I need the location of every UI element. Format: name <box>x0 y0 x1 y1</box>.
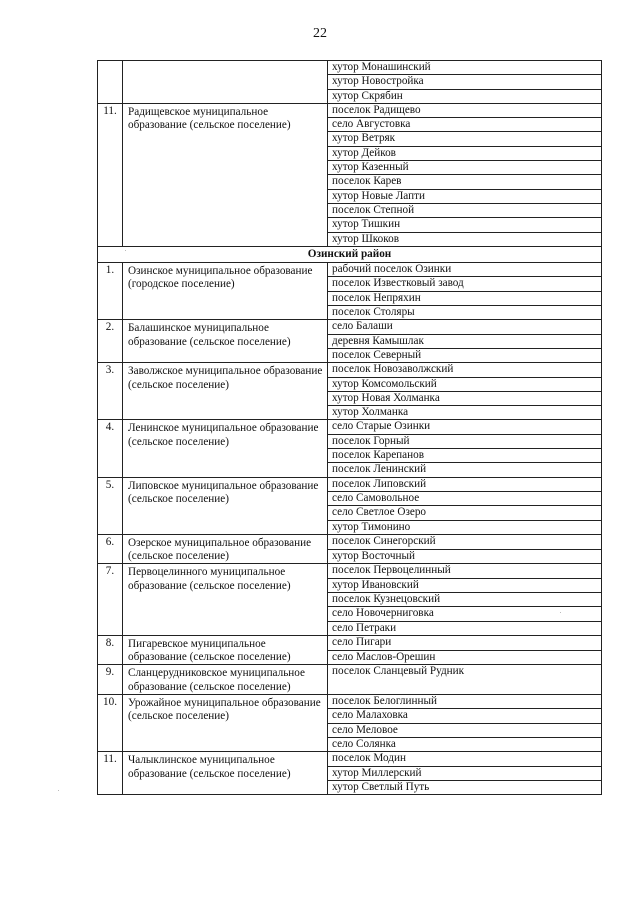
district-title: Озинский район <box>98 246 602 262</box>
row-number-cell: 6. <box>98 534 123 564</box>
table-row <box>98 534 602 549</box>
settlement-cell: поселок Новозаволжский <box>328 363 602 377</box>
settlement-cell: село Балаши <box>328 320 602 334</box>
municipality-cell: Урожайное муниципальное образование (сельское поселение) <box>123 695 328 752</box>
table-row <box>98 320 602 334</box>
settlement-cell: хутор Ивановский <box>328 578 602 592</box>
settlement-cell: хутор Скрябин <box>328 89 602 103</box>
table-row <box>98 263 602 277</box>
municipality-cell: Балашинское муниципальное образование (сельское поселение) <box>123 320 328 363</box>
municipality-cell: Липовское муниципальное образование (сельское поселение) <box>123 477 328 534</box>
municipality-cell: Радищевское муниципальное образование (сельское поселение) <box>123 103 328 246</box>
municipality-cell <box>123 61 328 104</box>
settlement-cell: село Пигари <box>328 635 602 650</box>
settlement-cell: поселок Радищево <box>328 103 602 117</box>
settlement-cell: село Солянка <box>328 737 602 751</box>
municipality-cell: Сланцерудниковское муниципальное образование (сельское поселение) <box>123 665 328 695</box>
settlement-cell: село Новочерниговка <box>328 607 602 621</box>
row-number-cell: 1. <box>98 263 123 320</box>
settlement-cell: поселок Степной <box>328 203 602 217</box>
table-row <box>98 564 602 578</box>
table-row <box>98 752 602 766</box>
municipality-cell: Озерское муниципальное образование (сельское поселение) <box>123 534 328 564</box>
page-number: 22 <box>313 26 327 41</box>
district-header-row <box>98 246 602 262</box>
municipality-cell: Чалыклинское муниципальное образование (сельское поселение) <box>123 752 328 795</box>
settlement-cell: хутор Монашинский <box>328 61 602 75</box>
scan-speck <box>58 790 59 791</box>
settlement-cell: село Меловое <box>328 723 602 737</box>
settlement-cell: хутор Тишкин <box>328 218 602 232</box>
row-number-cell <box>98 61 123 104</box>
settlement-cell: село Августовка <box>328 118 602 132</box>
table-row <box>98 420 602 434</box>
settlement-cell: хутор Тимонино <box>328 520 602 534</box>
settlement-cell: хутор Ветряк <box>328 132 602 146</box>
settlement-cell: хутор Новая Холманка <box>328 391 602 405</box>
settlement-cell: село Старые Озинки <box>328 420 602 434</box>
settlement-cell: хутор Восточный <box>328 549 602 564</box>
settlement-cell: поселок Карев <box>328 175 602 189</box>
settlement-cell: поселок Сланцевый Рудник <box>328 665 602 695</box>
settlement-cell: хутор Новые Лапти <box>328 189 602 203</box>
row-number-cell: 11. <box>98 103 123 246</box>
settlements-table <box>97 60 602 795</box>
settlement-cell: хутор Миллерский <box>328 766 602 780</box>
municipality-cell: Пигаревское муниципальное образование (сельское поселение) <box>123 635 328 665</box>
settlement-cell: хутор Комсомольский <box>328 377 602 391</box>
table-row <box>98 363 602 377</box>
settlement-cell: село Петраки <box>328 621 602 635</box>
settlement-cell: поселок Белоглинный <box>328 695 602 709</box>
row-number-cell: 10. <box>98 695 123 752</box>
row-number-cell: 3. <box>98 363 123 420</box>
row-number-cell: 7. <box>98 564 123 635</box>
table-row <box>98 61 602 75</box>
settlement-cell: хутор Светлый Путь <box>328 780 602 794</box>
table-body <box>98 61 602 795</box>
settlement-cell: село Светлое Озеро <box>328 506 602 520</box>
settlement-cell: село Маслов-Орешин <box>328 650 602 665</box>
settlement-cell: село Малаховка <box>328 709 602 723</box>
municipality-cell: Озинское муниципальное образование (городское поселение) <box>123 263 328 320</box>
settlement-cell: поселок Первоцелинный <box>328 564 602 578</box>
settlement-cell: поселок Непряхин <box>328 291 602 305</box>
settlement-cell: рабочий поселок Озинки <box>328 263 602 277</box>
settlement-cell: поселок Горный <box>328 434 602 448</box>
settlement-cell: хутор Казенный <box>328 161 602 175</box>
settlement-cell: деревня Камышлак <box>328 334 602 348</box>
scan-speck <box>560 612 561 613</box>
table-row <box>98 665 602 695</box>
scan-speck <box>125 250 126 251</box>
settlement-cell: хутор Холманка <box>328 406 602 420</box>
municipality-cell: Заволжское муниципальное образование (сельское поселение) <box>123 363 328 420</box>
table-row <box>98 477 602 491</box>
row-number-cell: 4. <box>98 420 123 477</box>
settlement-cell: поселок Ленинский <box>328 463 602 477</box>
settlement-cell: поселок Северный <box>328 348 602 362</box>
settlement-cell: поселок Синегорский <box>328 534 602 549</box>
table-row <box>98 103 602 117</box>
settlement-cell: поселок Липовский <box>328 477 602 491</box>
municipality-cell: Ленинское муниципальное образование (сельское поселение) <box>123 420 328 477</box>
table-row <box>98 695 602 709</box>
settlement-cell: поселок Модин <box>328 752 602 766</box>
settlement-cell: хутор Дейков <box>328 146 602 160</box>
row-number-cell: 5. <box>98 477 123 534</box>
settlement-cell: поселок Карепанов <box>328 449 602 463</box>
settlement-cell: хутор Новостройка <box>328 75 602 89</box>
municipality-cell: Первоцелинного муниципальное образование (сельское поселение) <box>123 564 328 635</box>
settlement-cell: хутор Шкоков <box>328 232 602 246</box>
settlement-cell: поселок Кузнецовский <box>328 592 602 606</box>
row-number-cell: 8. <box>98 635 123 665</box>
settlement-cell: поселок Известковый завод <box>328 277 602 291</box>
settlement-cell: село Самовольное <box>328 491 602 505</box>
table-row <box>98 635 602 650</box>
settlement-cell: поселок Столяры <box>328 306 602 320</box>
row-number-cell: 9. <box>98 665 123 695</box>
row-number-cell: 2. <box>98 320 123 363</box>
row-number-cell: 11. <box>98 752 123 795</box>
